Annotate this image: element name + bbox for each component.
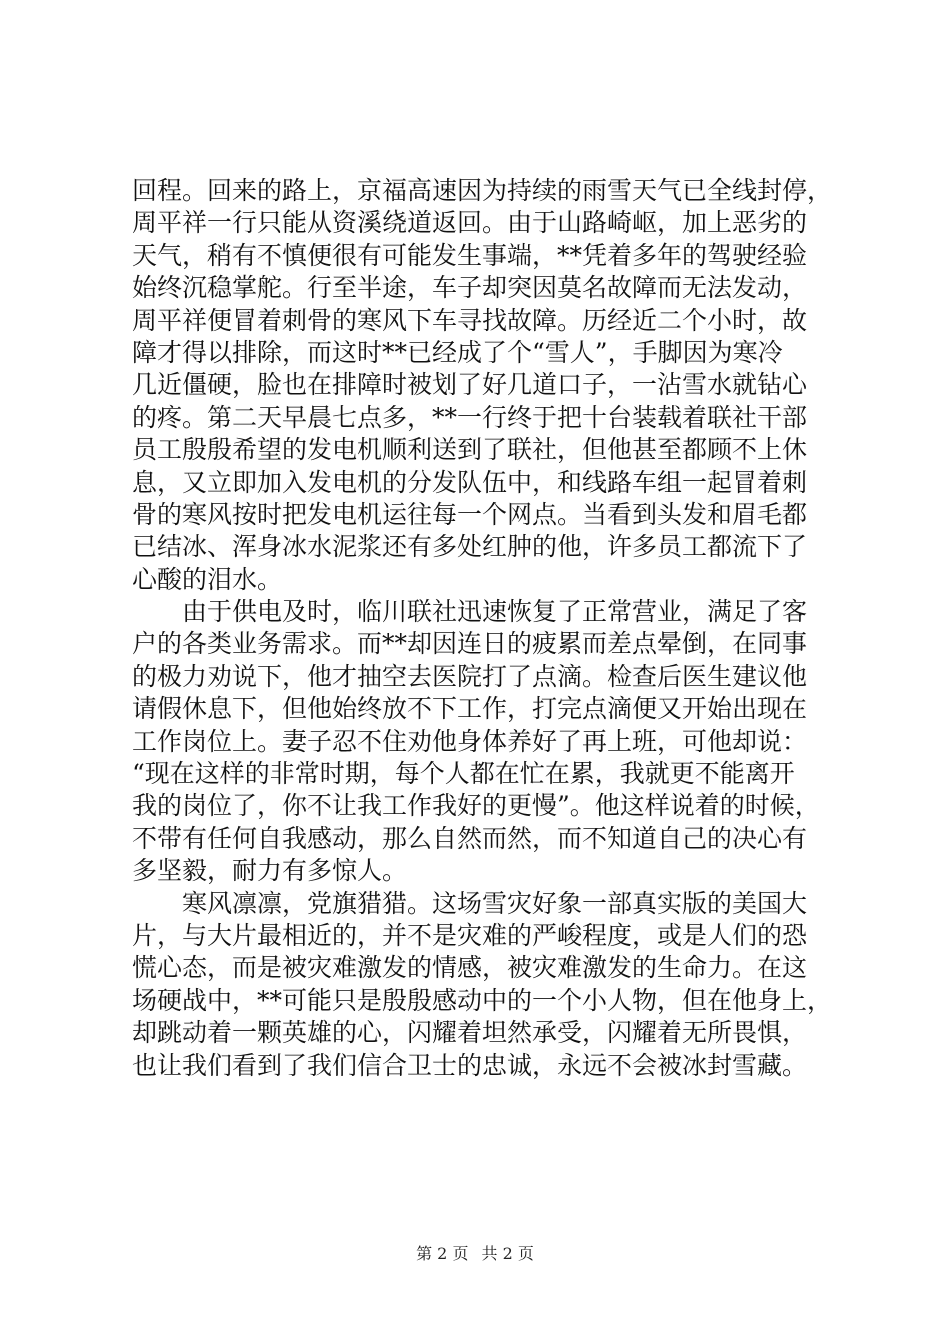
text-line: 也让我们看到了我们信合卫士的忠诚，永远不会被冰封雪藏。 bbox=[132, 1050, 808, 1080]
text-line: 骨的寒风按时把发电机运往每一个网点。当看到头发和眉毛都 bbox=[132, 499, 808, 529]
text-line: 却跳动着一颗英雄的心，闪耀着坦然承受，闪耀着无所畏惧， bbox=[132, 1018, 808, 1048]
text-line: 工作岗位上。妻子忍不住劝他身体养好了再上班，可他却说： bbox=[132, 726, 808, 756]
text-line: 我的岗位了，你不让我工作我好的更慢”。他这样说着的时候， bbox=[132, 791, 820, 821]
text-line: 的疼。第二天早晨七点多，**一行终于把十台装载着联社干部 bbox=[132, 402, 808, 432]
page-total: 共 2 页 bbox=[481, 1244, 534, 1263]
text-line: 周平祥一行只能从资溪绕道返回。由于山路崎岖，加上恶劣的 bbox=[132, 208, 808, 238]
text-line: 始终沉稳掌舵。行至半途，车子却突因莫名故障而无法发动， bbox=[132, 273, 808, 303]
body-text bbox=[132, 175, 832, 1082]
text-line: 已结冰、浑身冰水泥浆还有多处红肿的他，许多员工都流下了 bbox=[132, 532, 808, 562]
text-line: 的极力劝说下，他才抽空去医院打了点滴。检查后医生建议他 bbox=[132, 661, 808, 691]
text-line: 不带有任何自我感动，那么自然而然，而不知道自己的决心有 bbox=[132, 823, 808, 853]
text-line: 片，与大片最相近的，并不是灾难的严峻程度，或是人们的恐 bbox=[132, 920, 808, 950]
text-line: 息，又立即加入发电机的分发队伍中，和线路车组一起冒着刺 bbox=[132, 467, 808, 497]
text-line: 由于供电及时，临川联社迅速恢复了正常营业，满足了客 bbox=[132, 597, 808, 627]
text-line: 多坚毅，耐力有多惊人。 bbox=[132, 856, 408, 886]
text-line: 员工殷殷希望的发电机顺利送到了联社，但他甚至都顾不上休 bbox=[132, 435, 808, 465]
page-number: 第 2 页 bbox=[416, 1244, 469, 1263]
text-line: 障才得以排除，而这时**已经成了个“雪人”，手脚因为寒冷 bbox=[132, 337, 783, 367]
text-line: 寒风凛凛，党旗猎猎。这场雪灾好象一部真实版的美国大 bbox=[132, 888, 808, 918]
text-line: “现在这样的非常时期，每个人都在忙在累，我就更不能离开 bbox=[132, 759, 795, 789]
text-line: 天气，稍有不慎便很有可能发生事端，**凭着多年的驾驶经验 bbox=[132, 240, 808, 270]
text-line: 慌心态，而是被灾难激发的情感，被灾难激发的生命力。在这 bbox=[132, 953, 808, 983]
text-line: 心酸的泪水。 bbox=[132, 564, 283, 594]
text-line: 请假休息下，但他始终放不下工作，打完点滴便又开始出现在 bbox=[132, 694, 808, 724]
text-line: 周平祥便冒着刺骨的寒风下车寻找故障。历经近二个小时，故 bbox=[132, 305, 808, 335]
text-line: 几近僵硬，脸也在排障时被划了好几道口子，一沾雪水就钻心 bbox=[132, 370, 808, 400]
text-line: 户的各类业务需求。而**却因连日的疲累而差点晕倒，在同事 bbox=[132, 629, 808, 659]
text-line: 场硬战中，**可能只是殷殷感动中的一个小人物，但在他身上， bbox=[132, 985, 833, 1015]
text-line: 回程。回来的路上，京福高速因为持续的雨雪天气已全线封停， bbox=[132, 176, 833, 205]
page-footer bbox=[0, 1244, 950, 1264]
